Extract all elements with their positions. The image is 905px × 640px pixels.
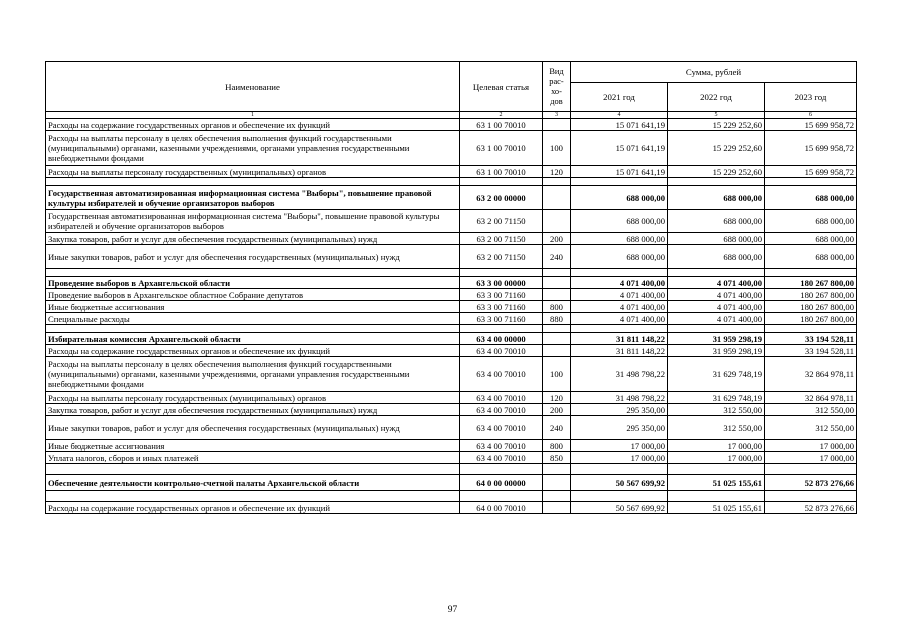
table-row [46,475,857,491]
row-code: 64 0 00 70010 [460,502,543,514]
row-value-2021: 31 811 148,22 [571,345,668,357]
row-value-2021: 15 071 641,19 [571,131,668,166]
header-expense-kind: Вид рас-хо-дов [543,62,571,112]
row-code: 63 4 00 70010 [460,452,543,464]
row-kind: 120 [543,166,571,178]
row-kind [543,210,571,233]
row-code: 63 4 00 70010 [460,345,543,357]
row-code: 64 0 00 00000 [460,475,543,491]
row-kind [543,289,571,301]
row-value-2021: 15 071 641,19 [571,119,668,131]
table-row [46,131,857,166]
row-value-2021: 17 000,00 [571,452,668,464]
row-kind: 100 [543,357,571,392]
header-sum: Сумма, рублей [571,62,857,83]
row-value-2023: 180 267 800,00 [765,289,857,301]
row-value-2023: 688 000,00 [765,245,857,269]
header-year-2022: 2022 год [668,83,765,112]
row-value-2021: 31 811 148,22 [571,333,668,345]
row-name: Иные бюджетные ассигнования [46,440,460,452]
row-value-2023: 52 873 276,66 [765,475,857,491]
table-row [46,233,857,245]
blank-row [46,464,857,475]
row-code: 63 2 00 00000 [460,186,543,210]
row-value-2021: 4 071 400,00 [571,289,668,301]
row-value-2023: 32 864 978,11 [765,357,857,392]
row-value-2021: 50 567 699,92 [571,475,668,491]
row-kind: 850 [543,452,571,464]
row-value-2023: 15 699 958,72 [765,131,857,166]
row-kind: 200 [543,233,571,245]
table-row [46,452,857,464]
row-value-2021: 31 498 798,22 [571,392,668,404]
row-name: Расходы на выплаты персоналу государственных (муниципальных) органов [46,166,460,178]
row-value-2022: 31 959 298,19 [668,345,765,357]
row-kind [543,186,571,210]
row-name: Избирательная комиссия Архангельской области [46,333,460,345]
row-kind: 120 [543,392,571,404]
row-name: Закупка товаров, работ и услуг для обеспечения государственных (муниципальных) нужд [46,404,460,416]
row-value-2023: 312 550,00 [765,416,857,440]
row-code: 63 1 00 70010 [460,131,543,166]
table-row [46,289,857,301]
row-value-2023: 312 550,00 [765,404,857,416]
row-code: 63 2 00 71150 [460,233,543,245]
row-value-2021: 17 000,00 [571,440,668,452]
row-value-2023: 688 000,00 [765,186,857,210]
row-code: 63 4 00 70010 [460,357,543,392]
row-value-2021: 295 350,00 [571,416,668,440]
row-name: Иные закупки товаров, работ и услуг для обеспечения государственных (муниципальных) нужд [46,416,460,440]
row-kind [543,502,571,514]
row-value-2023: 52 873 276,66 [765,502,857,514]
table-row [46,301,857,313]
row-value-2022: 4 071 400,00 [668,301,765,313]
row-name: Расходы на выплаты персоналу в целях обеспечения выполнения функций государственными (муниципальными) органами, казенными учреждениями, органами управления государственными внебюджетными фондами [46,131,460,166]
row-code: 63 1 00 70010 [460,166,543,178]
table-row [46,404,857,416]
row-value-2022: 51 025 155,61 [668,475,765,491]
row-value-2022: 15 229 252,60 [668,166,765,178]
row-value-2023: 688 000,00 [765,233,857,245]
row-value-2022: 312 550,00 [668,416,765,440]
header-year-2023: 2023 год [765,83,857,112]
table-row [46,119,857,131]
row-value-2023: 15 699 958,72 [765,166,857,178]
row-value-2023: 180 267 800,00 [765,277,857,289]
table-row [46,313,857,325]
row-value-2022: 51 025 155,61 [668,502,765,514]
row-value-2021: 295 350,00 [571,404,668,416]
row-name: Уплата налогов, сборов и иных платежей [46,452,460,464]
row-value-2023: 32 864 978,11 [765,392,857,404]
row-value-2021: 688 000,00 [571,210,668,233]
row-value-2023: 33 194 528,11 [765,345,857,357]
row-value-2021: 688 000,00 [571,186,668,210]
row-value-2022: 688 000,00 [668,245,765,269]
col-number-6: 6 [765,112,857,119]
row-value-2023: 15 699 958,72 [765,119,857,131]
row-code: 63 4 00 70010 [460,416,543,440]
row-name: Государственная автоматизированная информационная система "Выборы", повышение правовой культуры избирателей и обучение организаторов выборов [46,186,460,210]
header-target-article: Целевая статья [460,62,543,112]
table-row [46,392,857,404]
row-code: 63 4 00 70010 [460,440,543,452]
row-kind [543,119,571,131]
page-number: 97 [447,605,458,615]
table-row [46,277,857,289]
row-code: 63 2 00 71150 [460,245,543,269]
blank-row [46,325,857,333]
row-value-2022: 17 000,00 [668,452,765,464]
row-value-2022: 688 000,00 [668,186,765,210]
row-value-2022: 31 959 298,19 [668,333,765,345]
row-value-2021: 4 071 400,00 [571,277,668,289]
row-name: Государственная автоматизированная информационная система "Выборы", повышение правовой культуры избирателей и обучение организаторов выборов [46,210,460,233]
row-value-2022: 4 071 400,00 [668,289,765,301]
budget-table-sheet [45,61,856,514]
row-value-2021: 50 567 699,92 [571,502,668,514]
table-row [46,333,857,345]
row-code: 63 4 00 00000 [460,333,543,345]
row-kind [543,333,571,345]
row-kind: 800 [543,440,571,452]
row-name: Расходы на содержание государственных органов и обеспечение их функций [46,119,460,131]
row-value-2022: 15 229 252,60 [668,119,765,131]
col-number-3: 3 [543,112,571,119]
row-kind: 800 [543,301,571,313]
row-name: Иные закупки товаров, работ и услуг для обеспечения государственных (муниципальных) нужд [46,245,460,269]
row-value-2022: 17 000,00 [668,440,765,452]
table-row [46,345,857,357]
row-value-2021: 4 071 400,00 [571,301,668,313]
budget-table [45,61,857,514]
table-row [46,502,857,514]
table-row [46,416,857,440]
row-value-2023: 180 267 800,00 [765,313,857,325]
row-value-2023: 688 000,00 [765,210,857,233]
row-name: Проведение выборов в Архангельской области [46,277,460,289]
row-value-2023: 17 000,00 [765,452,857,464]
table-row [46,210,857,233]
row-code: 63 4 00 70010 [460,392,543,404]
table-row [46,245,857,269]
col-number-2: 2 [460,112,543,119]
row-name: Обеспечение деятельности контрольно-счетной палаты Архангельской области [46,475,460,491]
row-value-2021: 15 071 641,19 [571,166,668,178]
table-row [46,357,857,392]
row-value-2022: 15 229 252,60 [668,131,765,166]
row-kind [543,475,571,491]
blank-row [46,269,857,277]
col-number-4: 4 [571,112,668,119]
row-value-2021: 31 498 798,22 [571,357,668,392]
table-row [46,440,857,452]
row-kind: 200 [543,404,571,416]
row-value-2022: 4 071 400,00 [668,313,765,325]
row-code: 63 1 00 70010 [460,119,543,131]
col-number-1: 1 [46,112,460,119]
row-code: 63 3 00 00000 [460,277,543,289]
row-name: Расходы на содержание государственных органов и обеспечение их функций [46,502,460,514]
row-name: Расходы на выплаты персоналу государственных (муниципальных) органов [46,392,460,404]
row-value-2022: 688 000,00 [668,210,765,233]
row-value-2023: 17 000,00 [765,440,857,452]
row-value-2021: 688 000,00 [571,245,668,269]
row-value-2022: 31 629 748,19 [668,392,765,404]
row-name: Расходы на выплаты персоналу в целях обеспечения выполнения функций государственными (муниципальными) органами, казенными учреждениями, органами управления государственными внебюджетными фондами [46,357,460,392]
row-kind: 240 [543,416,571,440]
row-code: 63 3 00 71160 [460,313,543,325]
row-value-2023: 33 194 528,11 [765,333,857,345]
row-value-2023: 180 267 800,00 [765,301,857,313]
header-name: Наименование [46,62,460,112]
row-code: 63 2 00 71150 [460,210,543,233]
row-code: 63 4 00 70010 [460,404,543,416]
row-kind [543,345,571,357]
row-value-2022: 688 000,00 [668,233,765,245]
header-year-2021: 2021 год [571,83,668,112]
blank-row [46,178,857,186]
row-value-2021: 4 071 400,00 [571,313,668,325]
col-number-5: 5 [668,112,765,119]
row-value-2022: 312 550,00 [668,404,765,416]
row-value-2022: 31 629 748,19 [668,357,765,392]
row-kind: 240 [543,245,571,269]
row-name: Иные бюджетные ассигнования [46,301,460,313]
row-kind: 880 [543,313,571,325]
row-value-2021: 688 000,00 [571,233,668,245]
row-name: Специальные расходы [46,313,460,325]
table-row [46,186,857,210]
row-name: Расходы на содержание государственных органов и обеспечение их функций [46,345,460,357]
row-kind [543,277,571,289]
table-row [46,166,857,178]
row-kind: 100 [543,131,571,166]
row-name: Проведение выборов в Архангельское областное Собрание депутатов [46,289,460,301]
row-code: 63 3 00 71160 [460,289,543,301]
row-name: Закупка товаров, работ и услуг для обеспечения государственных (муниципальных) нужд [46,233,460,245]
row-value-2022: 4 071 400,00 [668,277,765,289]
blank-row [46,491,857,502]
row-code: 63 3 00 71160 [460,301,543,313]
